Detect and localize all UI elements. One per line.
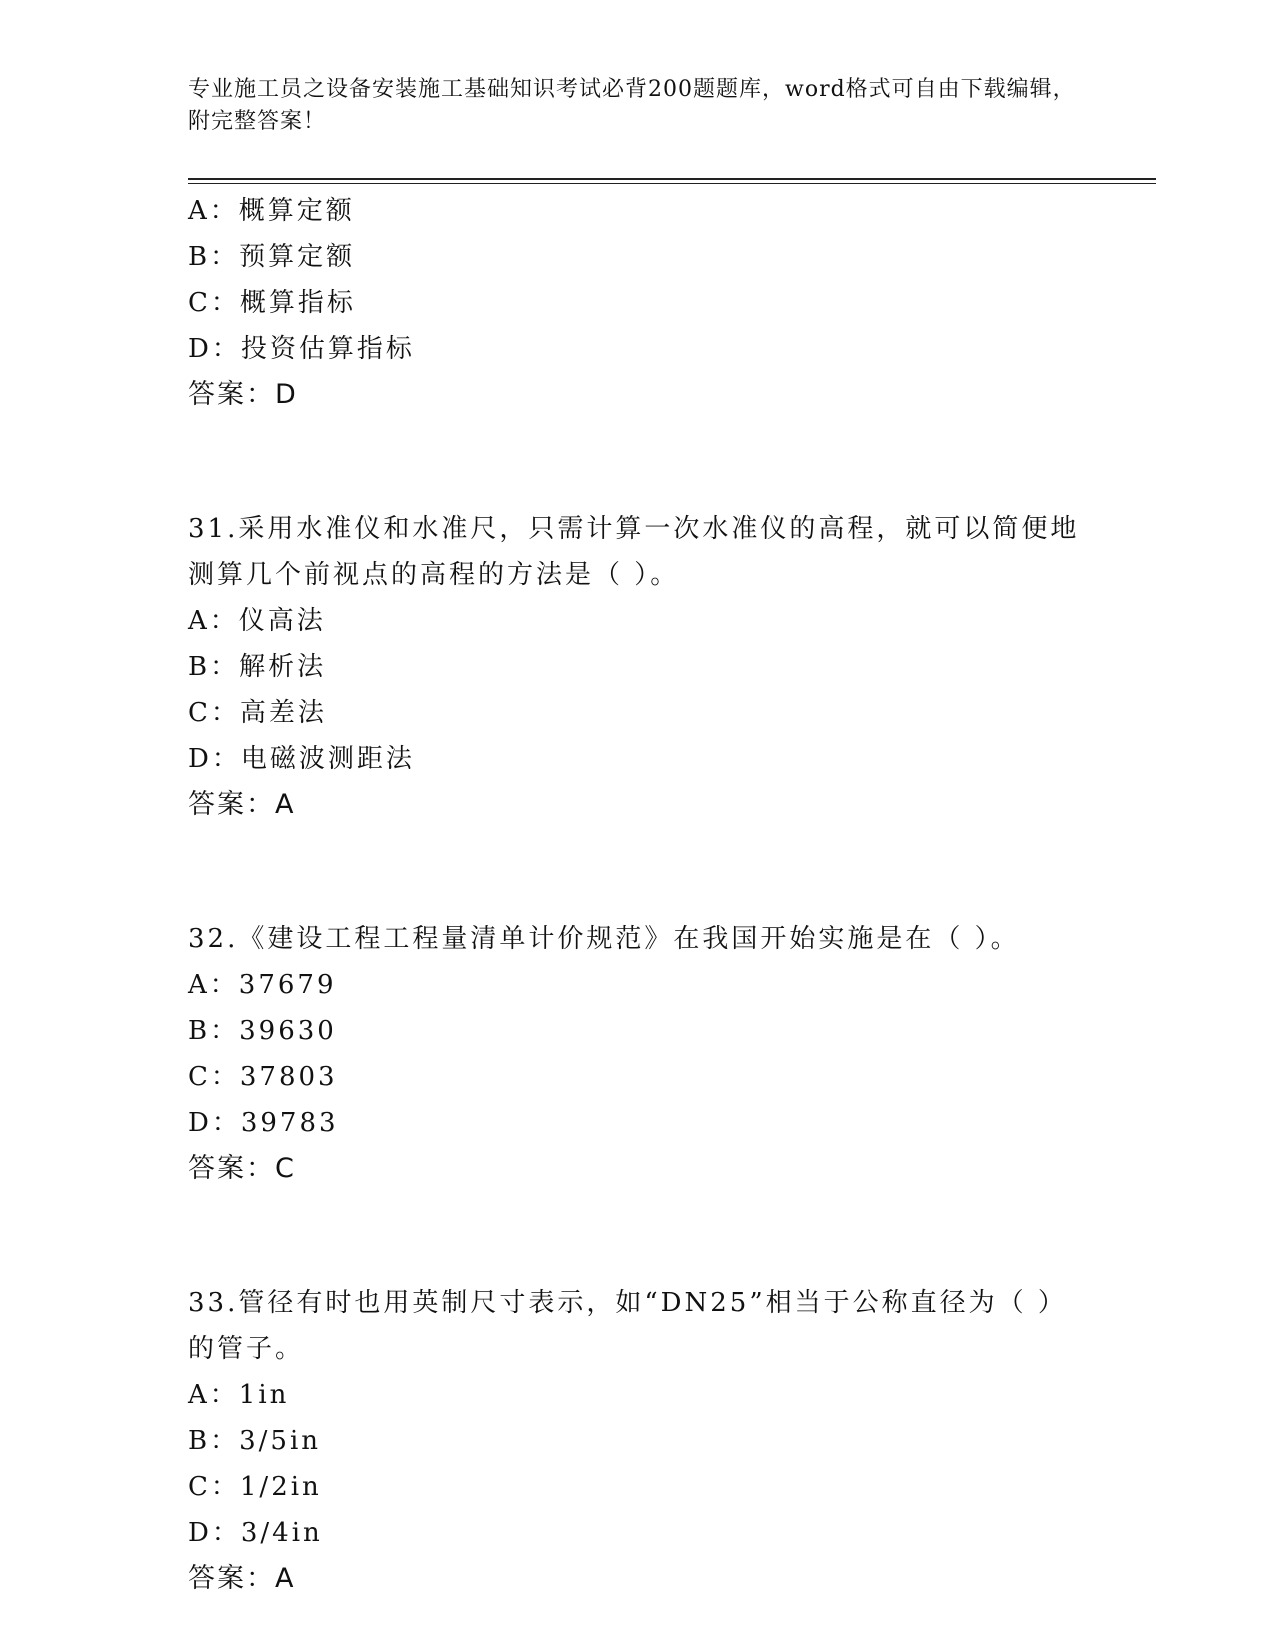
answer-line: 答案：C [188,1153,296,1184]
answer-line: 答案：A [188,1563,296,1594]
block-spacer [188,418,1088,506]
option-b: B：39630 [188,1016,337,1046]
question-block-33 [188,1280,1088,1602]
document-header: 专业施工员之设备安装施工基础知识考试必背200题题库，word格式可自由下载编辑，附完整答案！ [188,77,1076,134]
option-c: C：概算指标 [188,288,356,318]
option-c: C：37803 [188,1062,338,1092]
option-d: D：投资估算指标 [188,334,415,364]
block-spacer [188,1192,1088,1280]
question-block-prev [188,188,1088,418]
question-block-32 [188,916,1088,1192]
option-b: B：预算定额 [188,242,356,272]
header-divider [188,178,1156,180]
answer-line: 答案：D [188,379,298,410]
question-stem: 33.管径有时也用英制尺寸表示，如“DN25”相当于公称直径为（ ）的管子。 [188,1288,1067,1364]
option-c: C：高差法 [188,698,327,728]
option-a: A：仪高法 [188,606,326,636]
option-c: C：1/2in [188,1472,322,1502]
option-d: D：39783 [188,1108,339,1138]
header-divider-secondary [188,183,1156,184]
option-d: D：电磁波测距法 [188,744,415,774]
question-block-31 [188,506,1088,828]
option-a: A：概算定额 [188,196,355,226]
question-stem: 31.采用水准仪和水准尺，只需计算一次水准仪的高程，就可以简便地测算几个前视点的高程的方法是（ ）。 [188,514,1080,590]
question-stem: 32.《建设工程工程量清单计价规范》在我国开始实施是在（ ）。 [188,924,1020,954]
option-b: B：3/5in [188,1426,322,1456]
answer-line: 答案：A [188,789,296,820]
block-spacer [188,828,1088,916]
option-d: D：3/4in [188,1518,323,1548]
document-body [188,188,1088,1602]
option-a: A：1in [188,1380,290,1410]
option-a: A：37679 [188,970,337,1000]
option-b: B：解析法 [188,652,327,682]
